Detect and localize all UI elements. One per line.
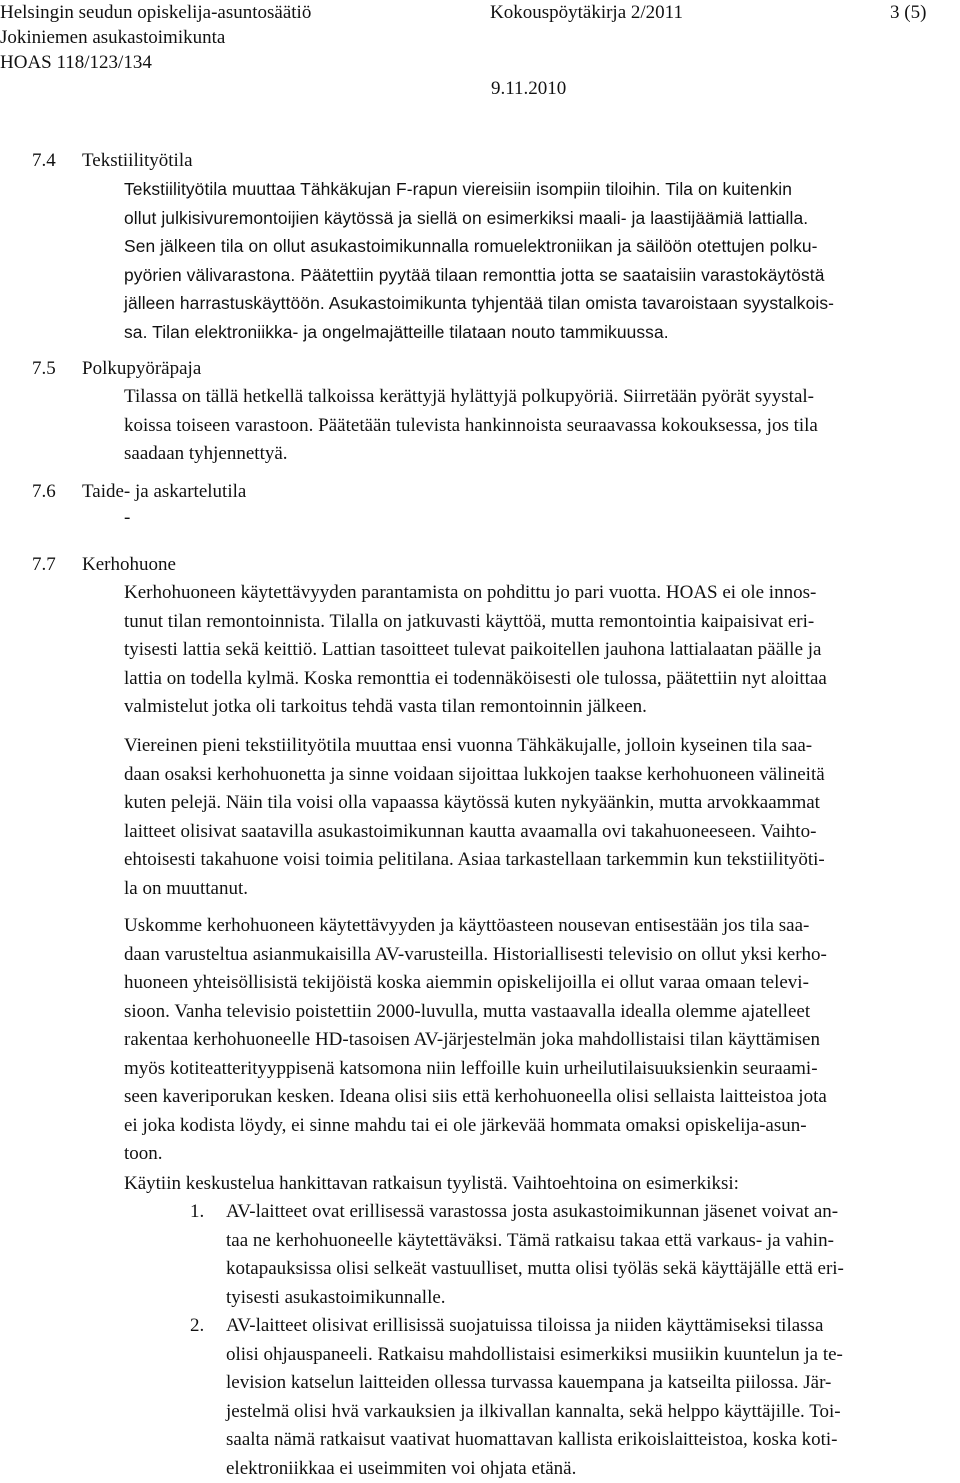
text-line: ehtoisesti takahuone voisi toimia pelitilana. Asiaa tarkastellaan tarkemmin kun tekstiilityöti- (124, 846, 956, 875)
text-line: Kerhohuoneen käytettävyyden parantamista on pohdittu jo pari vuotta. HOAS ei ole innos- (124, 579, 956, 608)
section-7-7-paragraph-2 (124, 732, 956, 903)
text-line: taa ne kerhohuoneelle käytettäväksi. Tämä ratkaisu takaa että varkaus- ja vahin- (226, 1227, 956, 1256)
text-line: saalta nämä ratkaisut vaativat huomattavan kallista erikoislaitteistoa, koska koti- (226, 1426, 956, 1455)
option-item-2 (124, 1312, 956, 1483)
section-title: Taide- ja askartelutila (82, 478, 246, 507)
section-number: 7.4 (32, 147, 56, 176)
text-line: saadaan tyhjennettyä. (124, 440, 956, 469)
text-line: toon. (124, 1140, 956, 1169)
section-number: 7.6 (32, 478, 56, 507)
text-line: valmistelut jotka oli tarkoitus tehdä vasta tilan remontoinnin jälkeen. (124, 693, 956, 722)
section-title: Polkupyöräpaja (82, 355, 201, 384)
section-7-6-dash: - (124, 504, 130, 533)
option-number: 1. (190, 1198, 204, 1227)
text-line: Tilassa on tällä hetkellä talkoissa kerättyjä hylättyjä polkupyöriä. Siirretään pyörät syystal- (124, 383, 956, 412)
text-line: Viereinen pieni tekstiilityötila muuttaa ensi vuonna Tähkäkujalle, jolloin kyseinen tila saa- (124, 732, 956, 761)
header-committee: Jokiniemen asukastoimikunta (0, 25, 311, 50)
text-line: Sen jälkeen tila on ollut asukastoimikunnalla romuelektroniikan ja säilöön otettujen polku- (124, 232, 956, 261)
section-number: 7.7 (32, 551, 56, 580)
text-line: AV-laitteet olisivat erillisissä suojatuissa tiloissa ja niiden käyttämiseksi tilassa (226, 1312, 956, 1341)
text-line: Tekstiilityötila muuttaa Tähkäkujan F-rapun viereisiin isompiin tiloihin. Tila on kuitenkin (124, 175, 956, 204)
text-line: sioon. Vanha televisio poistettiin 2000-luvulla, mutta vastaavalla idealla olemme ajatelleet (124, 998, 956, 1027)
text-line: jestelmä olisi hvä varkauksien ja ilkivallan kannalta, sekä helppo käyttäjille. Toi- (226, 1398, 956, 1427)
text-line: AV-laitteet ovat erillisessä varastossa josta asukastoimikunnan jäsenet voivat an- (226, 1198, 956, 1227)
text-line: jälleen harrastuskäyttöön. Asukastoimikunta tyhjentää tilan omista tavaroistaan syystalkois- (124, 289, 956, 318)
text-line: sa. Tilan elektroniikka- ja ongelmajätteille tilataan nouto tammikuussa. (124, 318, 956, 347)
text-line: tyisesti asukastoimikunnalle. (226, 1284, 956, 1313)
text-line: seen kaveriporukan kesken. Ideana olisi siis että kerhohuoneella olisi sellaista laitteistoa jota (124, 1083, 956, 1112)
header-organization: Helsingin seudun opiskelija-asuntosäätiö (0, 0, 311, 25)
text-line: pyörien välivarastona. Päätettiin pyytää tilaan remonttia jotta se saataisiin varastokäytöstä (124, 261, 956, 290)
header-date: 9.11.2010 (491, 76, 566, 101)
text-line: olisi ohjauspaneeli. Ratkaisu mahdollistaisi esimerkiksi musiikin kuuntelun ja te- (226, 1341, 956, 1370)
section-7-7-paragraph-1 (124, 579, 956, 722)
section-7-5-paragraph (124, 383, 956, 469)
text-line: kuten pelejä. Näin tila voisi olla vapaassa käytössä kuten nykyäänkin, mutta arvokkaammat (124, 789, 956, 818)
text-line: kotapauksissa olisi selkeät vastuulliset, mutta olisi työläs sekä käyttäjälle että eri- (226, 1255, 956, 1284)
text-line: rakentaa kerhohuoneelle HD-tasoisen AV-järjestelmän joka mahdollistaisi tilan käyttämisen (124, 1026, 956, 1055)
text-line: tunut tilan remontoinnista. Tilalla on jatkuvasti käyttöä, mutta remontointia kaipaisivat eri- (124, 608, 956, 637)
options-list (124, 1198, 956, 1483)
text-line: Uskomme kerhohuoneen käytettävyyden ja käyttöasteen nousevan entisestään jos tila saa- (124, 912, 956, 941)
option-number: 2. (190, 1312, 204, 1341)
section-number: 7.5 (32, 355, 56, 384)
text-line: lattia on todella kylmä. Koska remonttia ei todennäköisesti ole tulossa, päätettiin nyt aloittaa (124, 665, 956, 694)
header-address: HOAS 118/123/134 (0, 50, 311, 75)
text-line: elektroniikkaa ei useimmiten voi ohjata etänä. (226, 1455, 956, 1483)
header-document-title: Kokouspöytäkirja 2/2011 (490, 0, 683, 25)
section-7-7-paragraph-3 (124, 912, 956, 1169)
text-line: laitteet olisivat saatavilla asukastoimikunnan kautta avaamalla ovi takahuoneeseen. Vaihto- (124, 818, 956, 847)
text-line: ei joka kodista löydy, ei sinne mahdu tai ei ole järkevää hommata omaksi opiskelija-asun- (124, 1112, 956, 1141)
text-line: ollut julkisivuremontoijien käytössä ja siellä on esimerkiksi maali- ja laastijäämiä lattialla. (124, 204, 956, 233)
text-line: levision katselun laitteiden ollessa turvassa kauempana ja katseilta piilossa. Jär- (226, 1369, 956, 1398)
text-line: la on muuttanut. (124, 875, 956, 904)
text-line: huoneen yhteisöllisistä tekijöistä koska aiemmin opiskelijoilla ei ollut varaa omaan televi- (124, 969, 956, 998)
text-line: koissa toiseen varastoon. Päätetään tulevista hankinnoista seuraavassa kokouksessa, jos tila (124, 412, 956, 441)
section-title: Kerhohuone (82, 551, 176, 580)
text-line: daan varusteltua asianmukaisilla AV-varusteilla. Historiallisesti televisio on ollut yksi kerho- (124, 941, 956, 970)
text-line: tyisesti lattia sekä keittiö. Lattian tasoitteet tulevat paikoitellen jauhona lattialaatan päälle ja (124, 636, 956, 665)
section-7-7-paragraph-4: Käytiin keskustelua hankittavan ratkaisun tyylistä. Vaihtoehtoina on esimerkiksi: (124, 1170, 956, 1199)
header-left (0, 0, 311, 75)
text-line: daan osaksi kerhohuonetta ja sinne voidaan sijoittaa lukkojen taakse kerhohuoneen välineitä (124, 761, 956, 790)
header-page-number: 3 (5) (890, 0, 926, 25)
section-title: Tekstiilityötila (82, 147, 193, 176)
section-7-4-paragraph (124, 175, 956, 346)
option-item-1 (124, 1198, 956, 1312)
text-line: myös kotiteatterityyppisenä katsomona niin leffoille kuin urheilutilaisuuksienkin seuraami- (124, 1055, 956, 1084)
